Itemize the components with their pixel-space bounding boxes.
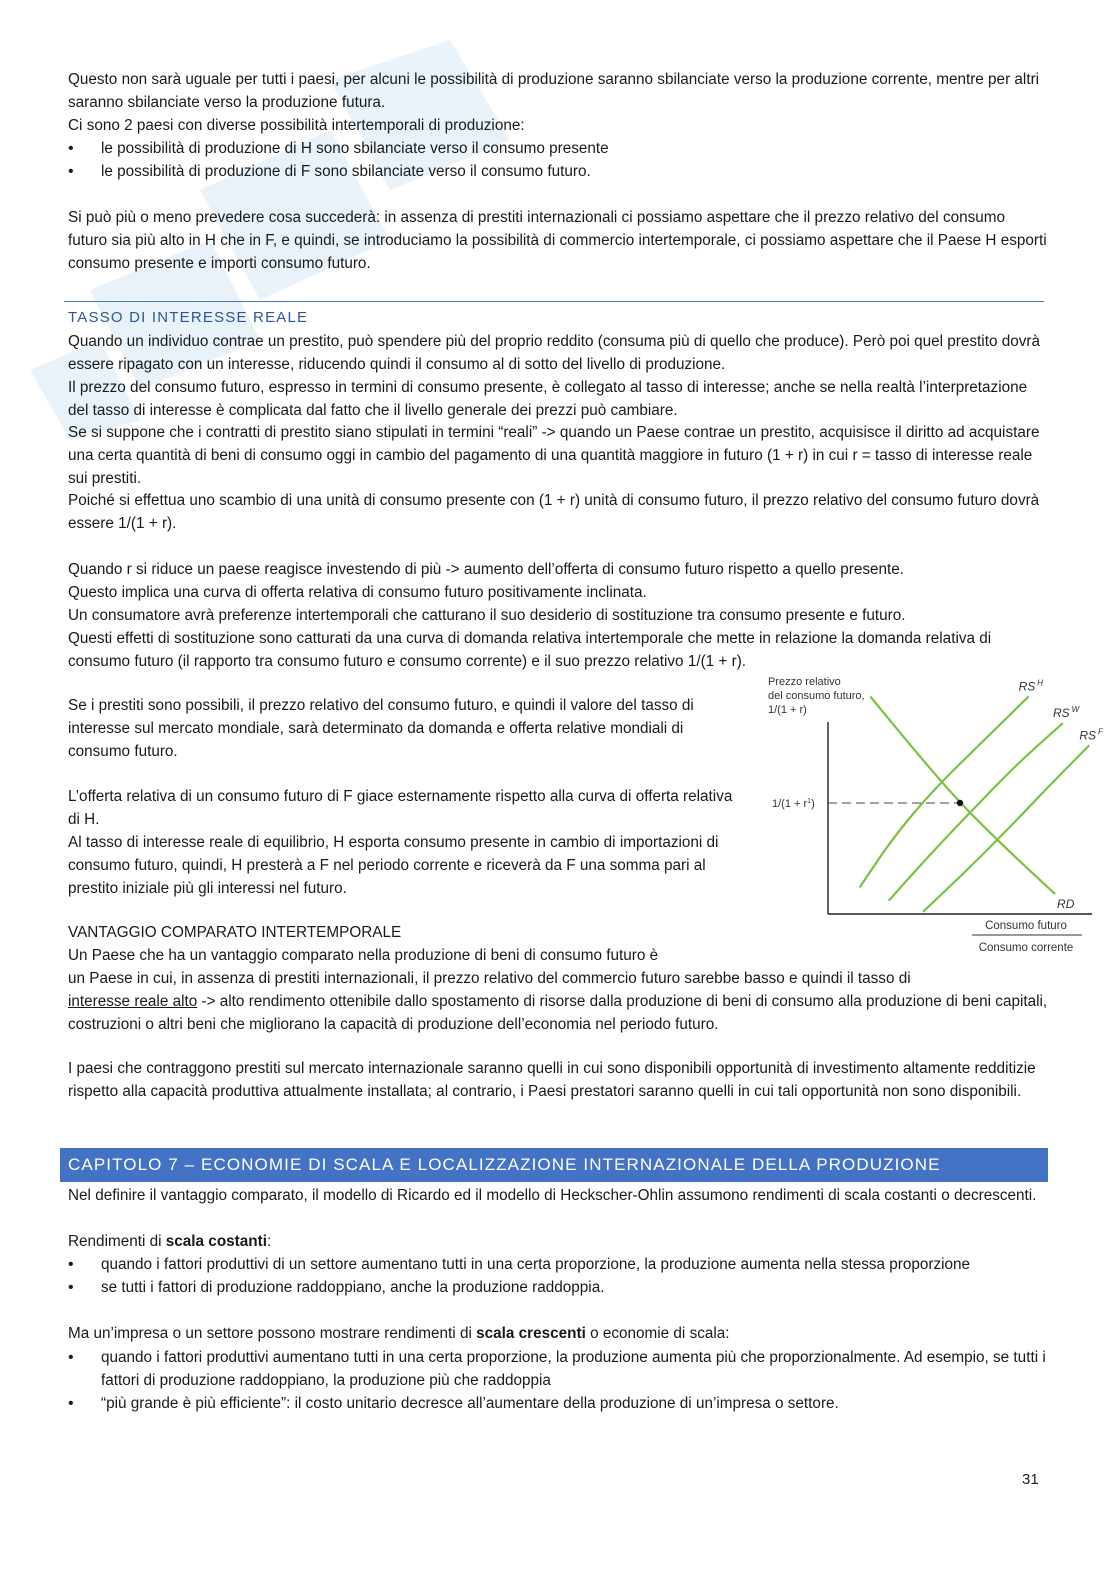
- section-paragraph-7: Un consumatore avrà preferenze intertemporali che catturano il suo desiderio di sostituzione tra consumo presente e futuro.: [68, 607, 906, 624]
- chapter-p2-bold: scala costanti: [165, 1233, 267, 1250]
- intro-paragraph-1: Questo non sarà uguale per tutti i paesi, per alcuni le possibilità di produzione saranno sbilanciate verso la produzione corrente, mentre per altri saranno sbilanciate verso la produzione futura.: [68, 71, 1040, 111]
- intro-bullet-list: [68, 138, 1048, 184]
- section-paragraph-13: I paesi che contraggono prestiti sul mercato internazionale saranno quelli in cui sono disponibili opportunità di investimento altamente redditizie rispetto alla capacità produttiva attualmente installata; al contrario, i Paesi prestatori saranno quelli in cui tali opportunità non sono disponibili.: [68, 1060, 1036, 1100]
- subsection-heading: VANTAGGIO COMPARATO INTERTEMPORALE: [68, 924, 402, 941]
- section-paragraph-1: Quando un individuo contrae un prestito, può spendere più del proprio reddito (consuma più di quello che produce). Però poi quel prestito dovrà essere ripagato con un interesse, riducendo quindi il consumo al di sotto del livello di produzione.: [68, 333, 1040, 373]
- chart-curve-rd: [870, 696, 1055, 894]
- chapter-heading: CAPITOLO 7 – ECONOMIE DI SCALA E LOCALIZZAZIONE INTERNAZIONALE DELLA PRODUZIONE: [60, 1148, 1048, 1182]
- chapter-p3-bold: scala crescenti: [476, 1325, 586, 1342]
- paragraph-12-text: un Paese in cui, in assenza di prestiti internazionali, il prezzo relativo del commercio futuro sarebbe basso e quindi il tasso di: [68, 970, 911, 987]
- section-paragraph-6: Questo implica una curva di offerta relativa di consumo futuro positivamente inclinata.: [68, 584, 647, 601]
- chapter-p3-end: o economie di scala:: [585, 1325, 730, 1342]
- chart-equilibrium-label: $1/(1 + r^1)$: [772, 798, 815, 810]
- chart-curve-rsf: [923, 745, 1089, 912]
- chart-equilibrium-point: [957, 800, 963, 806]
- page-number: 31: [1022, 1471, 1039, 1488]
- chapter-bullet-list-1: [68, 1254, 1048, 1300]
- chapter-paragraph-2: [68, 1231, 1048, 1254]
- section-paragraph-11: Al tasso di interesse reale di equilibrio, H esporta consumo presente in cambio di importazioni di consumo futuro, quindi, H presterà a F nel periodo corrente e riceverà da F una somma pari al prestito iniziale più gli interessi nel futuro.: [68, 834, 719, 897]
- chart-curve-labels: [1019, 678, 1104, 911]
- intro-bullet: • le possibilità di produzione di F sono sbilanciate verso il consumo futuro.: [68, 161, 1048, 184]
- section-paragraph-8: Questi effetti di sostituzione sono catturati da una curva di domanda relativa intertemporale che mette in relazione la domanda relativa di consumo futuro (il rapporto tra consumo futuro e consumo corrente) e il suo prezzo relativo 1/(1 + r).: [68, 630, 992, 670]
- chapter-p3-text: Ma un’impresa o un settore possono mostrare rendimenti di: [68, 1325, 477, 1342]
- chart-label-rd: RD: [1057, 897, 1075, 912]
- chart-y-label-line: 1/(1 + r): [768, 704, 807, 716]
- chart-curve-rsh: [860, 696, 1029, 887]
- section-paragraph-12a: Un Paese che ha un vantaggio comparato nella produzione di beni di consumo futuro è: [68, 947, 659, 964]
- chapter-paragraph-1: Nel definire il vantaggio comparato, il modello di Ricardo ed il modello di Heckscher-Ohlin assumono rendimenti di scala costanti o decrescenti.: [68, 1187, 1037, 1204]
- chart-x-label-numerator: Consumo futuro: [985, 920, 1067, 932]
- section-paragraph-12: [68, 968, 1048, 1036]
- intro-bullet: • le possibilità di produzione di H sono sbilanciate verso il consumo presente: [68, 138, 1048, 161]
- relative-supply-demand-chart: [760, 672, 1103, 962]
- underlined-phrase: interesse reale alto: [68, 992, 198, 1010]
- chart-x-label-denominator: Consumo corrente: [978, 942, 1074, 954]
- section-paragraph-3: Se si suppone che i contratti di prestito siano stipulati in termini “reali” -> quando un Paese contrae un prestito, acquisisce il diritto ad acquistare una certa quantità di beni di consumo oggi in cambio del pagamento di una quantità maggiore in futuro (1 + r) in cui r = tasso di interesse reale sui prestiti.: [68, 424, 1040, 487]
- chart-label-rsw: RS $^W$: [1052, 705, 1080, 721]
- chart-label-rsf: RS $^F$: [1079, 727, 1103, 743]
- chapter-p2-text: Rendimenti di: [68, 1233, 166, 1250]
- section-paragraph-9: Se i prestiti sono possibili, il prezzo relativo del consumo futuro, e quindi il valore del tasso di interesse sul mercato mondiale, sarà determinato da domanda e offerta relative mondiali di consumo futuro.: [68, 697, 694, 760]
- intro-paragraph-2: Ci sono 2 paesi con diverse possibilità intertemporali di produzione:: [68, 117, 525, 134]
- chapter-bullet: • se tutti i fattori di produzione raddoppiano, anche la produzione raddoppia.: [68, 1277, 1048, 1300]
- chapter-paragraph-3: [68, 1323, 1048, 1346]
- section-paragraph-2: Il prezzo del consumo futuro, espresso in termini di consumo presente, è collegato al tasso di interesse; anche se nella realtà l’interpretazione del tasso di interesse è complicata dal fatto che il livello generale dei prezzi può cambiare.: [68, 379, 1028, 419]
- intro-paragraph-3: Si può più o meno prevedere cosa succederà: in assenza di prestiti internazionali ci possiamo aspettare che il prezzo relativo del consumo futuro sia più alto in H che in F, e quindi, se introduciamo la possibilità di commercio intertemporale, ci possiamo aspettare che il Paese H esporti consumo presente e importi consumo futuro.: [68, 209, 1047, 272]
- chart-y-label-line: del consumo futuro,: [768, 690, 865, 702]
- paragraph-12-continuation: -> alto rendimento ottenibile dallo spostamento di risorse dalla produzione di beni di consumo alla produzione di beni capitali, costruzioni o altri beni che migliorano la capacità di produzione dell’economia nel periodo futuro.: [68, 992, 1048, 1033]
- chart-equilibrium: [772, 798, 963, 810]
- chapter-bullet: • quando i fattori produttivi di un settore aumentano tutti in una certa proporzione, la produzione aumenta nella stessa proporzione: [68, 1254, 1048, 1277]
- section-heading: TASSO DI INTERESSE REALE: [68, 309, 309, 326]
- chapter-bullet: • quando i fattori produttivi aumentano tutti in una certa proporzione, la produzione aumenta più che proporzionalmente. Ad esempio, se tutti i fattori di produzione raddoppiano, la produzione più che raddoppia: [68, 1347, 1048, 1393]
- section-paragraph-10: L’offerta relativa di un consumo futuro di F giace esternamente rispetto alla curva di offerta relativa di H.: [68, 788, 733, 828]
- chart-y-axis-label: [768, 676, 865, 716]
- section-divider: [64, 301, 1044, 302]
- chart-curves: [860, 696, 1090, 911]
- section-paragraph-5: Quando r si riduce un paese reagisce investendo di più -> aumento dell’offerta di consumo futuro rispetto a quello presente.: [68, 561, 905, 578]
- chart-y-label-line: Prezzo relativo: [768, 676, 841, 688]
- section-paragraph-4: Poiché si effettua uno scambio di una unità di consumo presente con (1 + r) unità di consumo futuro, il prezzo relativo del consumo futuro dovrà essere 1/(1 + r).: [68, 492, 1040, 532]
- chapter-p2-end: :: [266, 1233, 272, 1250]
- chart-label-rsh: RS $^H$: [1018, 678, 1044, 694]
- chapter-bullet: • “più grande è più efficiente”: il costo unitario decresce all’aumentare della produzione di un’impresa o settore.: [68, 1393, 1048, 1416]
- chapter-bullet-list-2: [68, 1347, 1048, 1415]
